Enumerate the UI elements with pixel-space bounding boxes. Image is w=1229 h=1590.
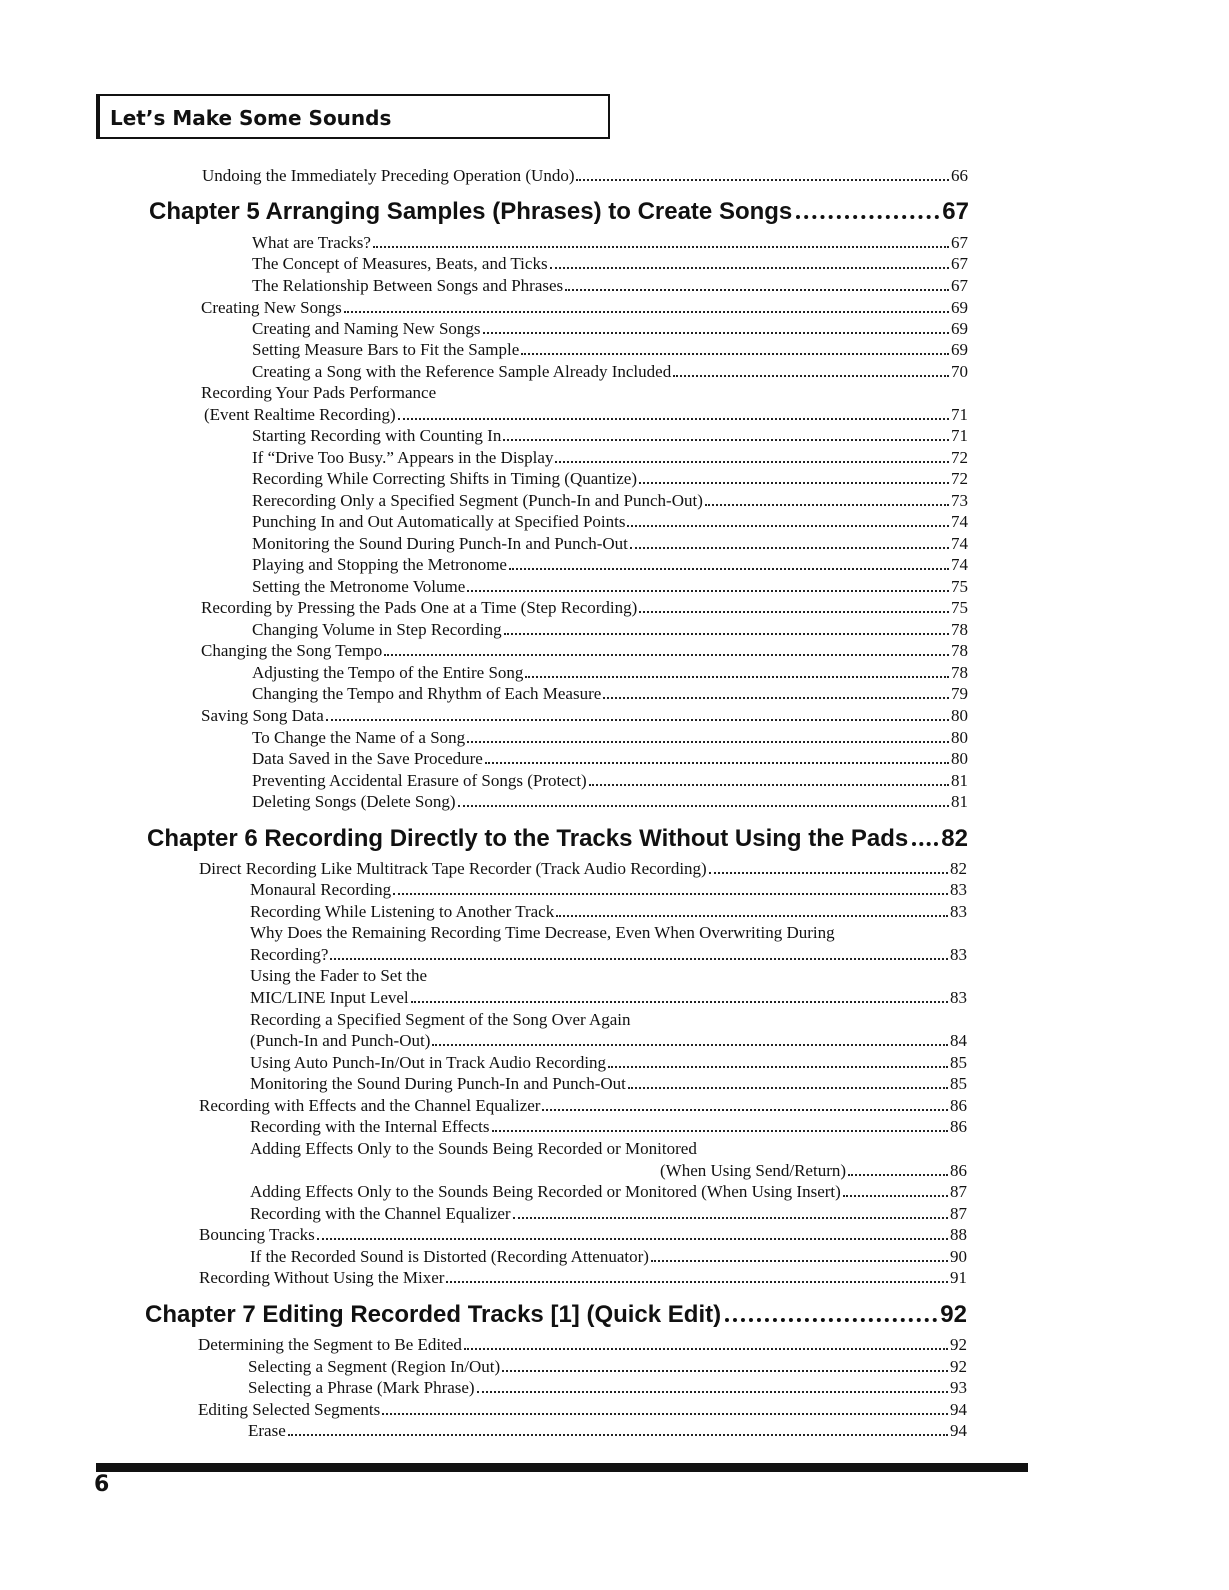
toc-entry[interactable]	[252, 791, 968, 813]
dot-leader	[576, 179, 949, 181]
toc-entry-page: 86	[950, 1096, 967, 1115]
toc-entry-page: 74	[951, 555, 968, 574]
toc-entry-text: (Event Realtime Recording)	[204, 405, 396, 424]
toc-entry-text: Recording?	[250, 945, 329, 964]
toc-entry-page: 73	[951, 491, 968, 510]
dot-leader	[628, 1087, 948, 1089]
toc-entry-text: Using Auto Punch-In/Out in Track Audio Recording	[250, 1053, 607, 1072]
dot-leader	[542, 1109, 948, 1111]
dot-leader	[411, 1001, 948, 1003]
toc-entry-text: Saving Song Data	[201, 706, 324, 725]
toc-entry-text[interactable]: Why Does the Remaining Recording Time Decrease, Even When Overwriting During	[250, 923, 835, 942]
toc-entry[interactable]	[199, 858, 967, 880]
toc-entry[interactable]	[250, 1073, 967, 1095]
toc-entry-page: 93	[950, 1378, 967, 1397]
toc-entry[interactable]	[252, 425, 968, 447]
dot-leader	[555, 461, 949, 463]
toc-entry[interactable]	[250, 1116, 967, 1138]
toc-entry-page: 80	[951, 749, 968, 768]
toc-entry[interactable]	[250, 1203, 967, 1225]
toc-entry-text: To Change the Name of a Song	[252, 728, 466, 747]
dot-leader	[317, 1238, 948, 1240]
toc-entry-page: 84	[950, 1031, 967, 1050]
dot-leader	[432, 1044, 948, 1046]
toc-entry[interactable]	[250, 1181, 967, 1203]
dot-leader	[550, 267, 949, 269]
toc-entry-text[interactable]: Adding Effects Only to the Sounds Being Recorded or Monitored	[250, 1139, 697, 1158]
dot-leader	[483, 332, 949, 334]
toc-entry-text: Undoing the Immediately Preceding Operation (Undo)	[202, 166, 575, 185]
toc-entry[interactable]	[252, 253, 968, 275]
toc-entry[interactable]	[252, 533, 968, 555]
chapter-6-heading[interactable]	[147, 824, 968, 854]
dot-leader	[382, 1413, 948, 1415]
toc-entry-text: Monaural Recording	[250, 880, 392, 899]
toc-entry[interactable]	[201, 597, 968, 619]
footer-rule	[96, 1463, 1028, 1472]
toc-entry[interactable]	[252, 361, 968, 383]
toc-entry[interactable]	[201, 640, 968, 662]
toc-entry-page: 85	[950, 1074, 967, 1093]
dot-leader	[912, 842, 938, 846]
dot-leader	[565, 289, 949, 291]
toc-entry-page: 83	[950, 945, 967, 964]
toc-entry-text: Changing Volume in Step Recording	[252, 620, 502, 639]
dot-leader	[467, 741, 949, 743]
toc-entry[interactable]	[199, 1095, 967, 1117]
toc-entry-text: Recording While Listening to Another Track	[250, 902, 555, 921]
toc-entry-text: What are Tracks?	[252, 233, 371, 252]
page-number: 6	[94, 1472, 110, 1497]
toc-entry-page: 78	[951, 641, 968, 660]
toc-entry[interactable]	[660, 1160, 967, 1182]
toc-entry-page: 94	[950, 1421, 967, 1440]
dot-leader	[630, 547, 949, 549]
chapter-title: Chapter 7 Editing Recorded Tracks [1] (Quick Edit)	[145, 1301, 722, 1328]
toc-entry[interactable]	[198, 1334, 967, 1356]
toc-entry[interactable]	[250, 1052, 967, 1074]
toc-entry-page: 71	[951, 426, 968, 445]
toc-entry-text: Playing and Stopping the Metronome	[252, 555, 507, 574]
toc-entry-page: 69	[951, 298, 968, 317]
toc-entry-text: Setting Measure Bars to Fit the Sample	[252, 340, 520, 359]
dot-leader	[589, 784, 949, 786]
toc-entry-page: 92	[950, 1335, 967, 1354]
toc-entry-text: Determining the Segment to Be Edited	[198, 1335, 462, 1354]
toc-entry[interactable]	[252, 748, 968, 770]
dot-leader	[330, 958, 948, 960]
dot-leader	[725, 1318, 937, 1322]
toc-entry-text: Recording with Effects and the Channel Equalizer	[199, 1096, 541, 1115]
toc-entry-text: Bouncing Tracks	[199, 1225, 315, 1244]
toc-entry[interactable]	[252, 468, 968, 490]
dot-leader	[492, 1130, 949, 1132]
toc-entry-page: 83	[950, 988, 967, 1007]
toc-entry-text: Adding Effects Only to the Sounds Being Recorded or Monitored (When Using Insert)	[250, 1182, 841, 1201]
toc-entry-page: 72	[951, 469, 968, 488]
toc-entry-text: Direct Recording Like Multitrack Tape Recorder (Track Audio Recording)	[199, 859, 707, 878]
toc-entry-page: 74	[951, 512, 968, 531]
toc-entry-text[interactable]: Recording Your Pads Performance	[201, 383, 437, 402]
toc-entry-page: 80	[951, 728, 968, 747]
dot-leader	[393, 893, 948, 895]
dot-leader	[651, 1260, 948, 1262]
toc-entry-page: 90	[950, 1247, 967, 1266]
dot-leader	[709, 872, 948, 874]
toc-entry[interactable]	[201, 297, 968, 319]
dot-leader	[608, 1066, 948, 1068]
toc-entry[interactable]	[252, 770, 968, 792]
toc-entry[interactable]	[198, 1399, 967, 1421]
toc-entry-page: 69	[951, 319, 968, 338]
toc-entry-text: Rerecording Only a Specified Segment (Punch-In and Punch-Out)	[252, 491, 703, 510]
toc-entry[interactable]	[252, 447, 968, 469]
dot-leader	[504, 633, 949, 635]
dot-leader	[467, 590, 949, 592]
toc-entry-text: Deleting Songs (Delete Song)	[252, 792, 456, 811]
dot-leader	[502, 1370, 948, 1372]
toc-entry-text: Preventing Accidental Erasure of Songs (Protect)	[252, 771, 587, 790]
chapter-page: 67	[942, 198, 969, 225]
toc-entry[interactable]	[204, 404, 968, 426]
toc-entry[interactable]	[252, 490, 968, 512]
toc-entry-text: Editing Selected Segments	[198, 1400, 381, 1419]
dot-leader	[509, 568, 949, 570]
toc-entry[interactable]	[252, 662, 968, 684]
toc-entry-page: 67	[951, 254, 968, 273]
dot-leader	[326, 719, 949, 721]
dot-leader	[458, 805, 950, 807]
toc-entry-page: 82	[950, 859, 967, 878]
toc-entry-page: 69	[951, 340, 968, 359]
toc-entry[interactable]	[250, 879, 967, 901]
toc-entry-page: 87	[950, 1182, 967, 1201]
dot-leader	[288, 1434, 948, 1436]
dot-leader	[525, 676, 949, 678]
toc-entry-text: Recording by Pressing the Pads One at a Time (Step Recording)	[201, 598, 638, 617]
toc-entry-text: Monitoring the Sound During Punch-In and Punch-Out	[250, 1074, 626, 1093]
toc-entry-page: 67	[951, 276, 968, 295]
dot-leader	[384, 654, 949, 656]
toc-entry-text: The Concept of Measures, Beats, and Ticks	[252, 254, 548, 273]
toc-entry[interactable]	[252, 275, 968, 297]
toc-entry-text: Recording with the Channel Equalizer	[250, 1204, 511, 1223]
toc-entry-text: Punching In and Out Automatically at Specified Points	[252, 512, 626, 531]
toc-entry-text: Recording with the Internal Effects	[250, 1117, 490, 1136]
toc-entry-text: The Relationship Between Songs and Phrases	[252, 276, 564, 295]
toc-entry-text: Recording Without Using the Mixer	[199, 1268, 445, 1287]
toc-entry-text: Starting Recording with Counting In	[252, 426, 502, 445]
toc-entry-page: 75	[951, 577, 968, 596]
toc-entry-text: Creating a Song with the Reference Sample Already Included	[252, 362, 672, 381]
chapter-title: Chapter 6 Recording Directly to the Tracks Without Using the Pads	[147, 825, 909, 852]
toc-entry-text: Recording While Correcting Shifts in Timing (Quantize)	[252, 469, 637, 488]
toc-entry-text: Data Saved in the Save Procedure	[252, 749, 483, 768]
toc-entry[interactable]	[250, 901, 967, 923]
dot-leader	[639, 611, 949, 613]
toc-entry-text: Monitoring the Sound During Punch-In and Punch-Out	[252, 534, 628, 553]
dot-leader	[603, 697, 949, 699]
dot-leader	[503, 439, 949, 441]
toc-entry-page: 70	[951, 362, 968, 381]
toc-entry-text: Adjusting the Tempo of the Entire Song	[252, 663, 524, 682]
dot-leader	[639, 482, 949, 484]
toc-entry-text: Selecting a Phrase (Mark Phrase)	[248, 1378, 475, 1397]
chapter-page: 92	[940, 1301, 967, 1328]
toc-entry-page: 87	[950, 1204, 967, 1223]
toc-entry[interactable]	[248, 1356, 967, 1378]
dot-leader	[796, 215, 939, 219]
dot-leader	[556, 915, 948, 917]
toc-entry[interactable]	[248, 1377, 967, 1399]
dot-leader	[373, 246, 949, 248]
chapter-title: Chapter 5 Arranging Samples (Phrases) to Create Songs	[149, 198, 793, 225]
toc-entry[interactable]	[252, 619, 968, 641]
toc-entry-text: If “Drive Too Busy.” Appears in the Display	[252, 448, 554, 467]
toc-entry-page: 92	[950, 1357, 967, 1376]
toc-entry-page: 83	[950, 902, 967, 921]
toc-entry-page: 71	[951, 405, 968, 424]
toc-entry-text: (Punch-In and Punch-Out)	[250, 1031, 431, 1050]
toc-entry-text[interactable]: Recording a Specified Segment of the Song Over Again	[250, 1010, 631, 1029]
dot-leader	[627, 525, 949, 527]
toc-entry[interactable]	[250, 944, 967, 966]
toc-entry-text: Changing the Tempo and Rhythm of Each Measure	[252, 684, 602, 703]
toc-entry-text: Selecting a Segment (Region In/Out)	[248, 1357, 501, 1376]
toc-entry-page: 85	[950, 1053, 967, 1072]
dot-leader	[521, 353, 949, 355]
toc-entry[interactable]	[248, 1420, 967, 1442]
dot-leader	[705, 504, 949, 506]
toc-entry[interactable]	[252, 318, 968, 340]
toc-entry[interactable]	[252, 554, 968, 576]
toc-entry-page: 72	[951, 448, 968, 467]
chapter-5-heading[interactable]	[149, 197, 969, 227]
toc-entry-text: Creating and Naming New Songs	[252, 319, 481, 338]
toc-entry[interactable]	[252, 232, 968, 254]
toc-entry-page: 81	[951, 771, 968, 790]
toc-entry-page: 91	[950, 1268, 967, 1287]
dot-leader	[398, 418, 949, 420]
toc-entry-page: 79	[951, 684, 968, 703]
toc-entry-page: 66	[951, 166, 968, 185]
toc-entry[interactable]	[199, 1267, 967, 1289]
toc-entry-page: 86	[950, 1161, 967, 1180]
toc-entry-text: MIC/LINE Input Level	[250, 988, 409, 1007]
toc-entry-text: (When Using Send/Return)	[660, 1161, 847, 1180]
toc-entry[interactable]	[252, 683, 968, 705]
dot-leader	[477, 1391, 948, 1393]
toc-entry-page: 80	[951, 706, 968, 725]
dot-leader	[446, 1281, 948, 1283]
toc-entry-page: 88	[950, 1225, 967, 1244]
toc-entry-page: 75	[951, 598, 968, 617]
toc-entry-page: 67	[951, 233, 968, 252]
toc-entry-page: 83	[950, 880, 967, 899]
toc-entry[interactable]	[250, 987, 967, 1009]
toc-entry-page: 81	[951, 792, 968, 811]
dot-leader	[485, 762, 949, 764]
chapter-7-heading[interactable]	[145, 1300, 967, 1330]
chapter-page: 82	[941, 825, 968, 852]
toc-entry-text: Changing the Song Tempo	[201, 641, 383, 660]
toc-entry[interactable]	[202, 165, 968, 187]
toc-entry[interactable]	[250, 1246, 967, 1268]
toc-entry-text: Creating New Songs	[201, 298, 342, 317]
toc-entry[interactable]	[199, 1224, 967, 1246]
toc-entry[interactable]	[201, 705, 968, 727]
section-header-title: Let’s Make Some Sounds	[110, 106, 392, 130]
dot-leader	[464, 1348, 948, 1350]
toc-entry[interactable]	[252, 727, 968, 749]
toc-entry-page: 78	[951, 620, 968, 639]
dot-leader	[344, 311, 949, 313]
dot-leader	[843, 1195, 948, 1197]
toc-entry-text: Setting the Metronome Volume	[252, 577, 466, 596]
dot-leader	[513, 1217, 948, 1219]
toc-entry-page: 86	[950, 1117, 967, 1136]
toc-entry[interactable]	[252, 576, 968, 598]
toc-entry[interactable]	[252, 339, 968, 361]
toc-entry[interactable]	[250, 1030, 967, 1052]
toc-entry-text: Erase	[248, 1421, 286, 1440]
toc-entry-text: If the Recorded Sound is Distorted (Recording Attenuator)	[250, 1247, 649, 1266]
dot-leader	[673, 375, 949, 377]
toc-entry-page: 78	[951, 663, 968, 682]
toc-entry[interactable]	[252, 511, 968, 533]
toc-entry-text[interactable]: Using the Fader to Set the	[250, 966, 428, 985]
toc-entry-page: 74	[951, 534, 968, 553]
toc-entry-page: 94	[950, 1400, 967, 1419]
dot-leader	[848, 1174, 948, 1176]
